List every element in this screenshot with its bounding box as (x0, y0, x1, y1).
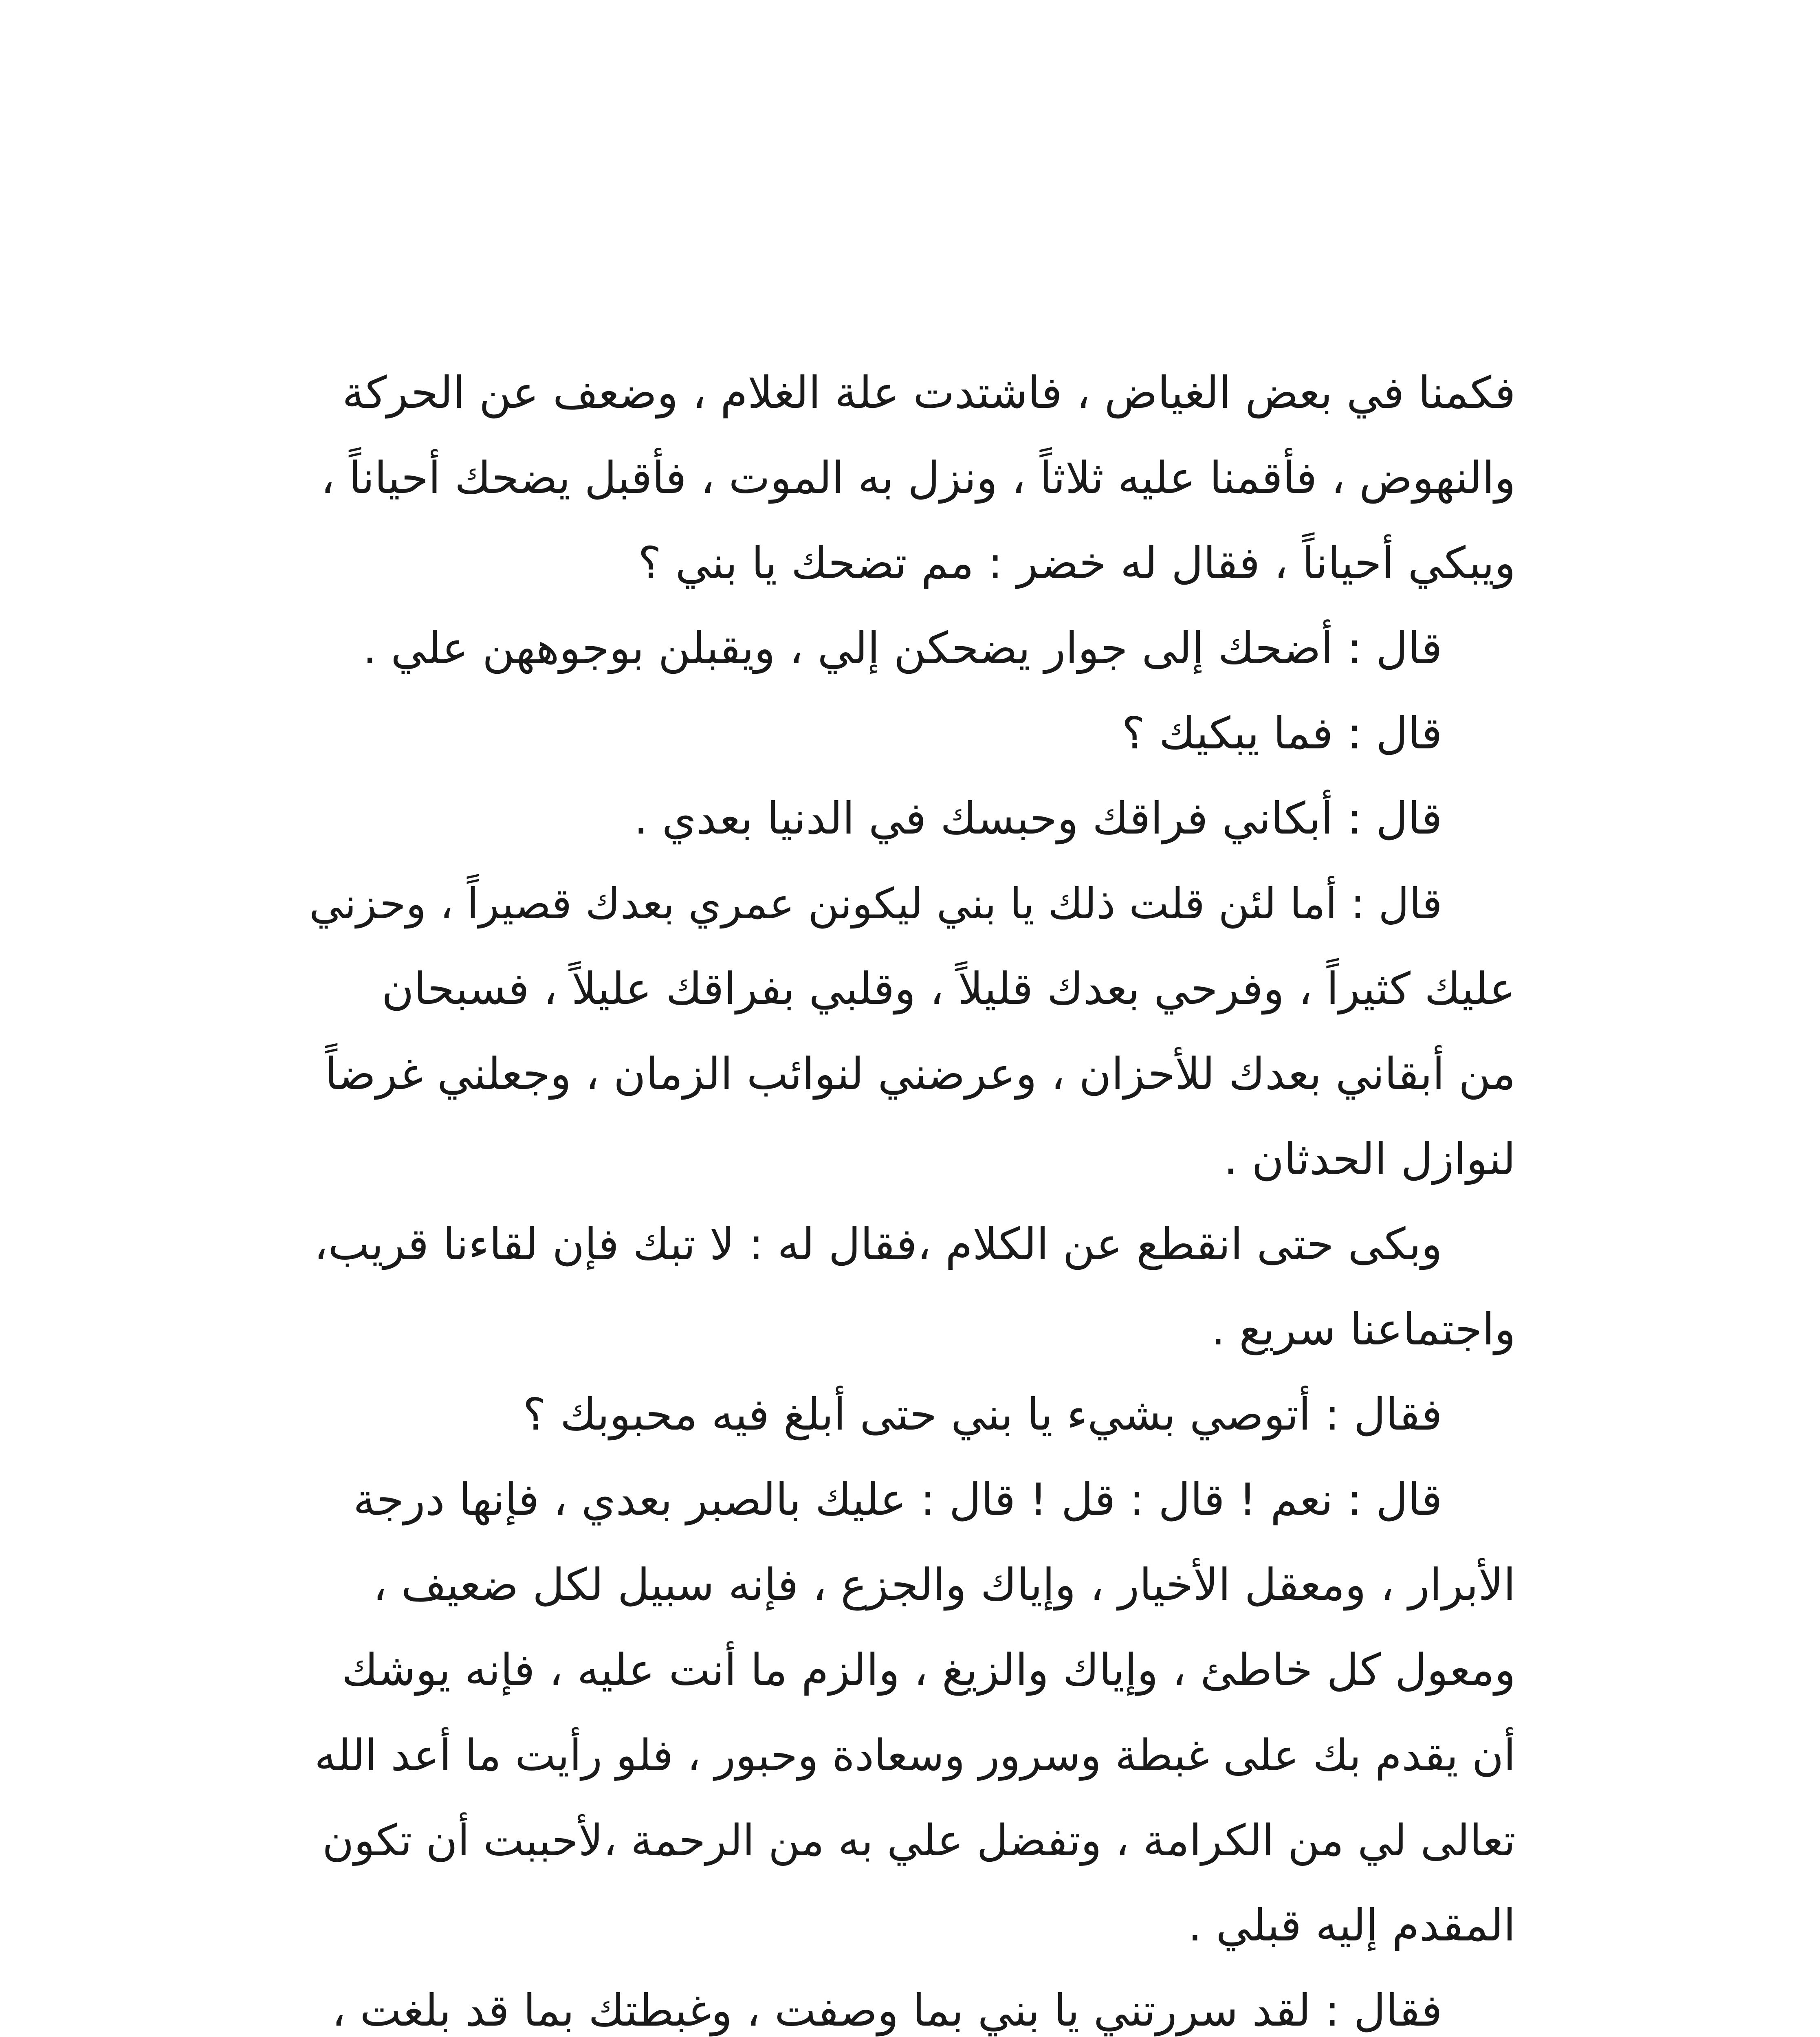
text-line: قال : أبكاني فراقك وحبسك في الدنيا بعدي . (634, 793, 1442, 844)
text-line: الأبرار ، ومعقل الأخيار ، وإياك والجزع ، فإنه سبيل لكل ضعيف ، (373, 1560, 1516, 1610)
text-line: قال : أما لئن قلت ذلك يا بني ليكونن عمري بعدك قصيراً ، وحزني (309, 879, 1442, 928)
text-line: وبكى حتى انقطع عن الكلام ،فقال له : لا تبك فإن لقاءنا قريب، (314, 1219, 1442, 1270)
text-line: قال : فما يبكيك ؟ (1122, 708, 1442, 759)
text-line: أن يقدم بك على غبطة وسرور وسعادة وحبور ، فلو رأيت ما أعد الله (314, 1730, 1516, 1780)
text-line: فكمنا في بعض الغياض ، فاشتدت علة الغلام ، وضعف عن الحركة (342, 367, 1516, 418)
text-line: تعالى لي من الكرامة ، وتفضل علي به من الرحمة ،لأحببت أن تكون (322, 1815, 1516, 1865)
text-line: قال : نعم ! قال : قل ! قال : عليك بالصبر بعدي ، فإنها درجة (353, 1474, 1442, 1525)
text-line: فقال : أتوصي بشيء يا بني حتى أبلغ فيه محبوبك ؟ (523, 1389, 1442, 1440)
text-line: لنوازل الحدثان . (1224, 1134, 1516, 1185)
body-text (301, 350, 1516, 2037)
text-line: قال : أضحك إلى جوار يضحكن إلي ، ويقبلن بوجوههن علي . (363, 623, 1442, 674)
text-line: من أبقاني بعدك للأحزان ، وعرضني لنوائب الزمان ، وجعلني غرضاً (325, 1049, 1516, 1100)
text-line: والنهوض ، فأقمنا عليه ثلاثاً ، ونزل به الموت ، فأقبل يضحك أحياناً ، (320, 453, 1516, 504)
text-line: عليك كثيراً ، وفرحي بعدك قليلاً ، وقلبي بفراقك عليلاً ، فسبحان (381, 964, 1516, 1014)
text-line: ومعول كل خاطئ ، وإياك والزيغ ، والزم ما أنت عليه ، فإنه يوشك (341, 1645, 1516, 1696)
text-line: واجتماعنا سريع . (1211, 1304, 1516, 1355)
text-line: ويبكي أحياناً ، فقال له خضر : مم تضحك يا بني ؟ (638, 538, 1516, 589)
text-line: فقال : لقد سررتني يا بني بما وصفت ، وغبطتك بما قد بلغت ، (332, 1985, 1442, 2036)
text-line: المقدم إليه قبلي . (1188, 1900, 1516, 1951)
